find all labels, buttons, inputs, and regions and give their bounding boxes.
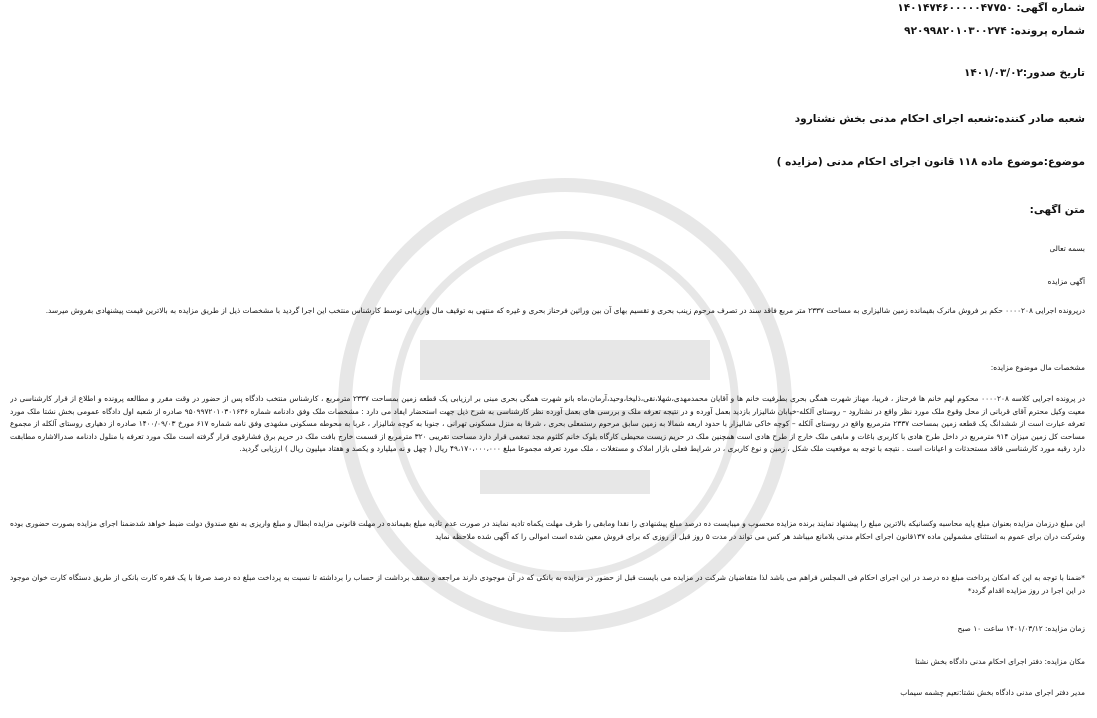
issuing-branch: شعبه صادر کننده:شعبه اجرای احکام مدنی بخش نشتارود: [794, 113, 1085, 125]
auction-place: مکان مزایده: دفتر اجرای احکام مدنی دادگاه بخش نشتا: [915, 657, 1085, 666]
text-label: متن آگهی:: [1029, 204, 1085, 216]
property-description: در پرونده اجرایی کلاسه ۰۰۰۰۲۰۸ محکوم لهم خانم ها فرحناز ، فریبا، مهناز شهرت همگی بحری بطرفیت خانم ها و آقایان محمدمهدی،شهلا،نقی،ذلیخا،وحید،آرمان،ماه بانو شهرت همگی بحری مبنی بر ارزیابی یک قطعه زمین بمساحت ۲۳۳۷ مترمربع ، کارشناس منتخب دادگاه پس از حضور در وقت مقرر و مطالعه پرونده و اطلاع از قرار کارشناسی در معیت وکیل محترم آقای قربانی از محل وقوع ملک مورد نظر واقع در نشتارود – روستای آلکله-خیابان شالیزار بازدید بعمل آورده و در نتیجه تعرفه ملک و بررسی های بعمل آورده نظر کارشناسی به شرح ذیل جهت استحضار ایفاد می دارد : مشخصات ملک وفق دادنامه شماره ۹۵۰۹۹۷۲۰۱۰۳۰۱۶۳۶ صادره از شعبه اول دادگاه عمومی بخش نشتا ملک مورد تعرفه عبارت است از ششدانگ یک قطعه زمین بمساحت ۲۳۳۷ مترمربع واقع در روستای آلکله – کوچه خاکی شالیزار با حدود اربعه شمالا به زمین سابق مرحوم رستمعلی بحری ، شرقا به منزل مسکونی تهرانی ، جنوبا به کوچه شالیزار ، غربا به محوطه مسکونی مشهدی وفق نامه شماره ۶۱۷ مورخ ۱۴۰۰/۰۹/۰۳ صادره از دهیاری روستای آلکله از مجموع مساحت کل زمین میزان ۹۱۴ مترمربع در داخل طرح هادی با کاربری باغات و مابقی ملک خارج از طرح هادی است همچنین ملک در حریم زیست محیطی کارگاه بلوک خانم کلثوم مجد تمغمی قرار دارد مساحت تقریبی ۳۲۰ مترمربع از قسمت خارج بافت ملک در حریم برق فشارقوی قرار گرفته است ملک مورد تعرفه با منلول دادنامه صدرالاشاره مطابقت دارد رقبه مورد کارشناسی فاقد مستحدثات و اعیانات است . نتیجه با توجه به موقعیت ملک شکل ، زمین و نوع کاربری ، در شرایط فعلی بازار املاک و مستغلات ، ملک مورد تعرفه مجموعا مبلغ ۴۹،۱۷۰،۰۰۰،۰۰۰ ریال ( چهل و نه میلیارد و یکصد و هفتاد میلیون ریال ) ارزیابی گردید.: [10, 394, 1085, 454]
auction-terms: این مبلغ درزمان مزایده بعنوان مبلغ پایه محاسبه وکسانیکه بالاترین مبلغ را پیشنهاد نمایند برنده مزایده محسوب و میبایست ده درصد مبلغ پیشنهادی را نقدا ومابقی را ظرف مهلت یکماه تادیه نمایند در صورت عدم تادیه مبلغ بقیمانده در مهلت قانونی مزایده ابطال و مبلغ واریزی به نفع صندوق دولت ضبط خواهد شدضمنا اجرای مزایده بصورت حضوری بوده وشرکت دران برای عموم به استثنای مشمولین ماده ۱۳۷قانون اجرای احکام مدنی بلامانع میباشد هر کس می تواند در مدت ۵ روز قبل از روزی که برای فروش معین شده است اموالی را که آگهی شده ملاحظه نماید: [10, 519, 1085, 541]
office-manager: مدیر دفتر اجرای مدنی دادگاه بخش نشتا:نعیم چشمه سیماب: [900, 688, 1085, 697]
basmala: بسمه تعالی: [1049, 244, 1085, 253]
payment-notice: *ضمنا با توجه به این که امکان پرداخت مبلغ ده درصد در این اجرای احکام فی المجلس فراهم می باشد لذا متقاضیان شرکت در مزایده می بایست قبل از حضور در مزایده به بانکی که در آن موجودی دارند مراجعه و سقف برداشت از حساب را برداشته تا نسبت به پرداخت مبلغ ده درصد صرفا با یک فقره کارت بانکی از طریق دستگاه کارت خوان موجود در این اجرا در روز مزایده اقدام گردد*: [10, 573, 1085, 595]
intro-paragraph: درپرونده اجرایی ۰۰۰۰۲۰۸ حکم بر فروش ماترک بقیمانده زمین شالیزاری به مساحت ۲۳۳۷ متر مربع فاقد سند در تصرف مرحوم زینب بحری و تقسیم بهای آن بین وراثین فرحناز بحری و غیره که منتهی به توقیف مال وارزیابی توسط کارشناس منتخب این اجرا گردید با مشخصات ذیل از طریق مزایده به بالاترین قیمت پیشنهادی بفروش میرسد.: [45, 306, 1085, 315]
property-heading: مشخصات مال موضوع مزایده:: [990, 363, 1085, 372]
auction-title: آگهی مزایده: [1047, 277, 1085, 286]
issue-date: تاریخ صدور:۱۴۰۱/۰۳/۰۲: [963, 67, 1085, 79]
case-number: شماره پرونده: ۹۲۰۹۹۸۲۰۱۰۳۰۰۲۷۴: [904, 25, 1085, 37]
auction-time: زمان مزایده: ۱۴۰۱/۰۳/۱۲ ساعت ۱۰ صبح: [957, 624, 1085, 633]
ad-number: شماره آگهی: ۱۴۰۱۴۷۴۶۰۰۰۰۰۴۷۷۵۰: [897, 2, 1085, 14]
subject: موضوع:موضوع ماده ۱۱۸ قانون اجرای احکام مدنی (مزایده ): [776, 156, 1085, 168]
